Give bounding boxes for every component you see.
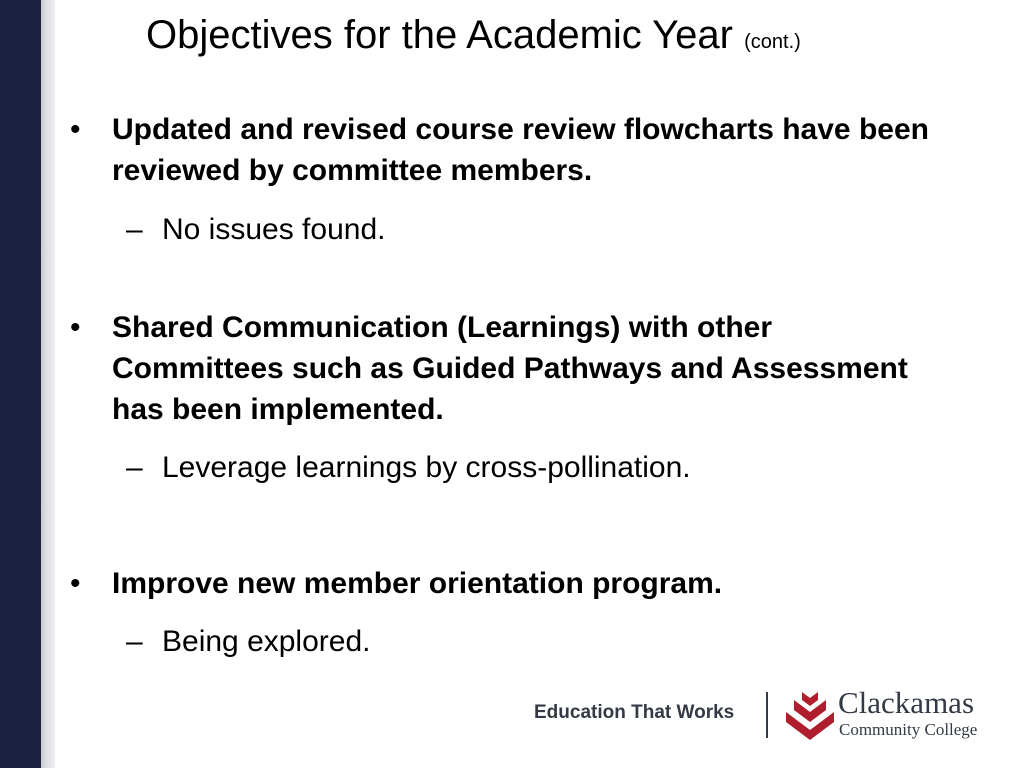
- college-logo-icon: [784, 692, 836, 742]
- sub-bullet-text: Being explored.: [162, 625, 371, 658]
- sub-bullet-marker: –: [126, 625, 143, 658]
- slide-title: [146, 10, 1006, 67]
- sub-bullet-marker: –: [126, 213, 143, 246]
- slide-title-suffix: (cont.): [744, 31, 801, 53]
- college-logo-name: Clackamas: [838, 685, 975, 720]
- bullet-marker: •: [70, 113, 81, 146]
- footer-divider: [766, 692, 768, 738]
- sidebar-accent-light: [41, 0, 55, 768]
- sub-bullet-marker: –: [126, 451, 143, 484]
- sub-bullet-text: Leverage learnings by cross-pollination.: [162, 451, 691, 484]
- bullet-marker: •: [70, 567, 81, 600]
- college-logo-subname: Community College: [839, 720, 978, 739]
- bullet-text: Improve new member orientation program.: [112, 567, 723, 600]
- footer-branding: [534, 685, 984, 744]
- sub-bullet-item: [126, 209, 385, 250]
- bullet-marker: •: [70, 311, 81, 344]
- sub-bullet-item: [126, 621, 370, 662]
- sidebar-accent-dark: [0, 0, 41, 768]
- bullet-text: Shared Communication (Learnings) with other Committees such as Guided Pathways and Assessment has been implemented.: [112, 311, 908, 426]
- sub-bullet-item: [126, 447, 691, 488]
- slide-title-text: Objectives for the Academic Year: [146, 13, 733, 57]
- bullet-text: Updated and revised course review flowcharts have been reviewed by committee members.: [112, 113, 929, 187]
- sub-bullet-text: No issues found.: [162, 213, 386, 246]
- stacked-red-chevrons-icon: [784, 692, 836, 742]
- footer-tagline: Education That Works: [534, 702, 735, 723]
